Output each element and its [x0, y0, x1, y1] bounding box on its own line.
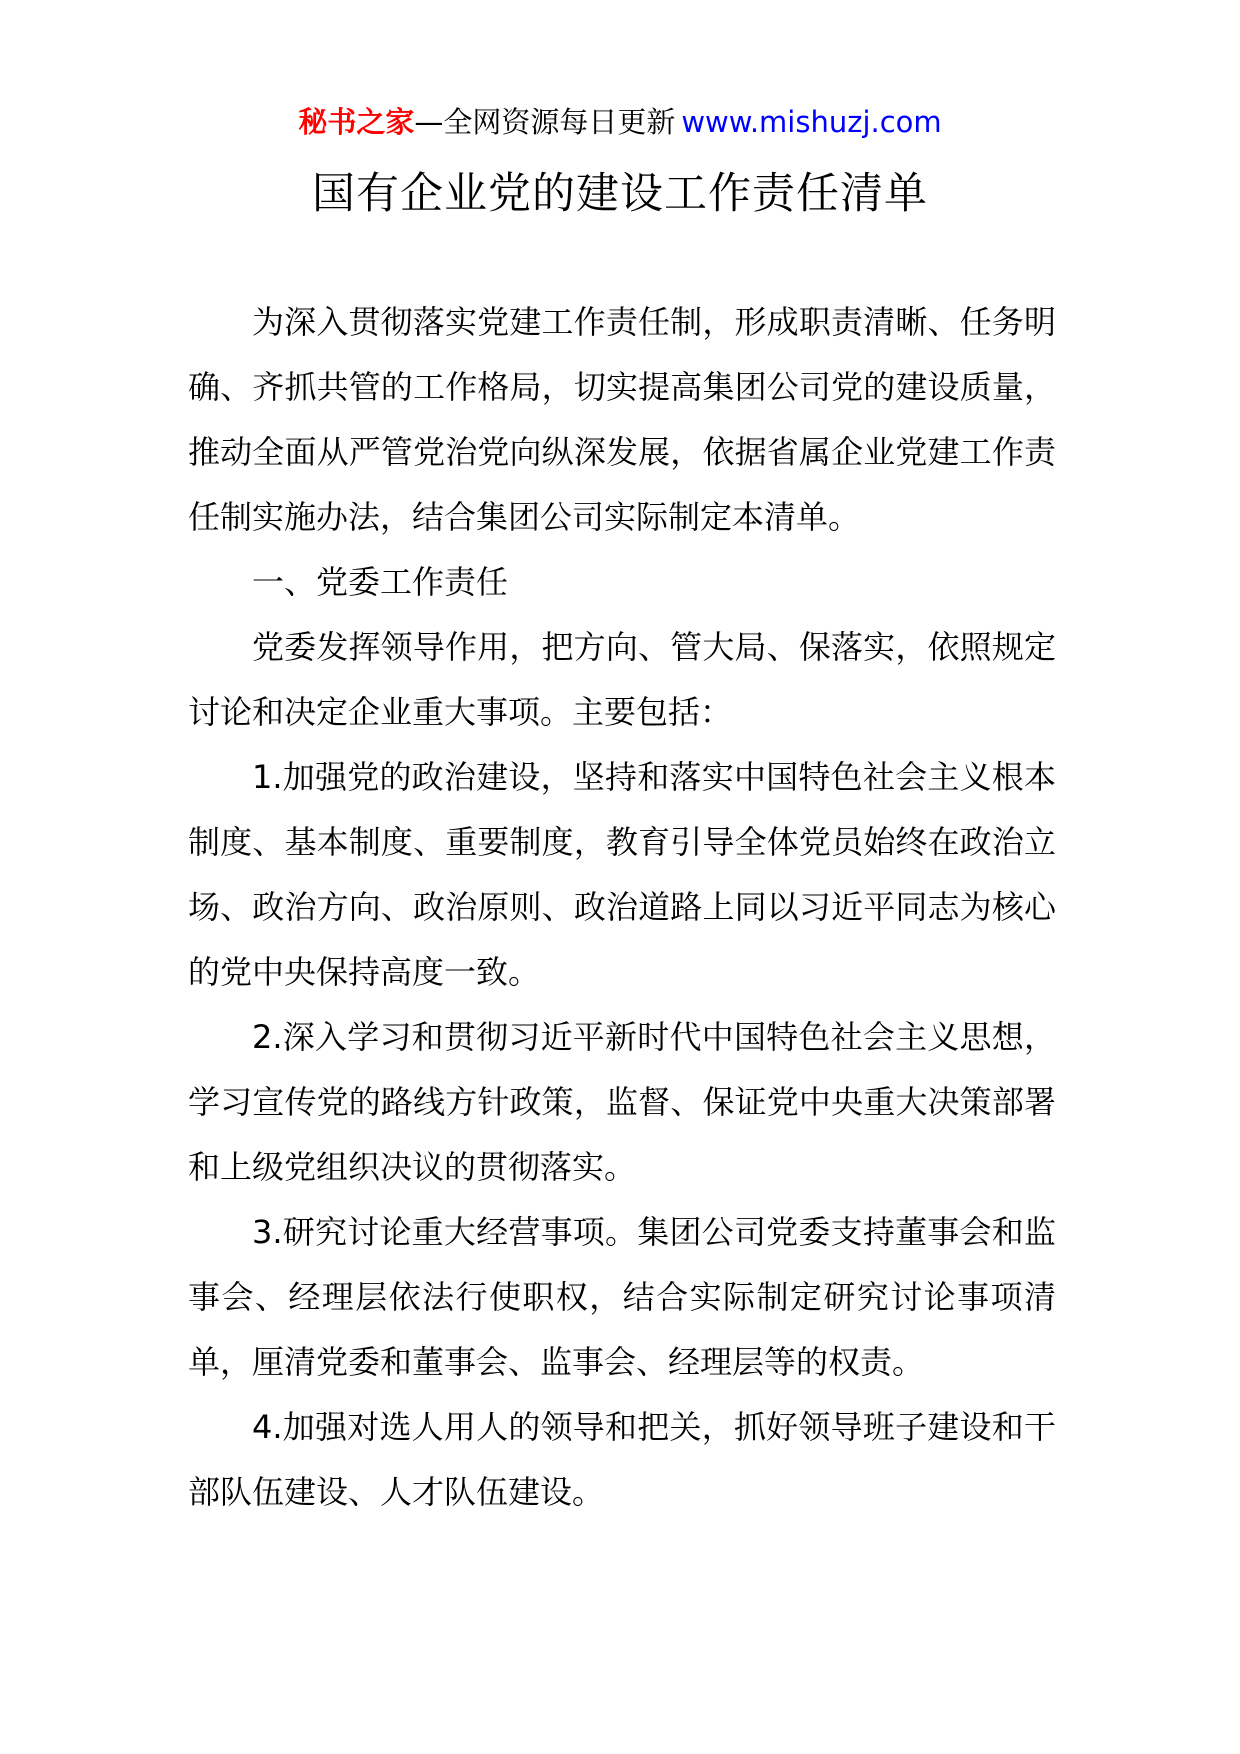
header-slogan: —全网资源每日更新: [414, 105, 676, 139]
list-item-4: 4.加强对选人用人的领导和把关，抓好领导班子建设和干部队伍建设、人才队伍建设。: [188, 1408, 1056, 1511]
document-body: [188, 290, 1056, 1525]
brand-name: 秘书之家: [298, 105, 415, 139]
list-item-1: 1.加强党的政治建设，坚持和落实中国特色社会主义根本制度、基本制度、重要制度，教育引导全体党员始终在政治立场、政治方向、政治原则、政治道路上同以习近平同志为核心的党中央保持高度一致。: [188, 758, 1056, 991]
body-paragraph: 党委发挥领导作用，把方向、管大局、保落实，依照规定讨论和决定企业重大事项。主要包括：: [188, 628, 1056, 731]
site-url-link[interactable]: www.mishuzj.com: [681, 105, 942, 139]
site-header: [0, 100, 1240, 144]
list-item-2: 2.深入学习和贯彻习近平新时代中国特色社会主义思想，学习宣传党的路线方针政策，监督、保证党中央重大决策部署和上级党组织决议的贯彻落实。: [188, 1018, 1056, 1186]
section-heading: 一、党委工作责任: [252, 563, 509, 601]
list-item-3: 3.研究讨论重大经营事项。集团公司党委支持董事会和监事会、经理层依法行使职权，结合实际制定研究讨论事项清单，厘清党委和董事会、监事会、经理层等的权责。: [188, 1213, 1056, 1381]
document-title: 国有企业党的建设工作责任清单: [312, 169, 928, 219]
intro-paragraph: 为深入贯彻落实党建工作责任制，形成职责清晰、任务明确、齐抓共管的工作格局，切实提高集团公司党的建设质量，推动全面从严管党治党向纵深发展，依据省属企业党建工作责任制实施办法，结合集团公司实际制定本清单。: [188, 303, 1056, 536]
